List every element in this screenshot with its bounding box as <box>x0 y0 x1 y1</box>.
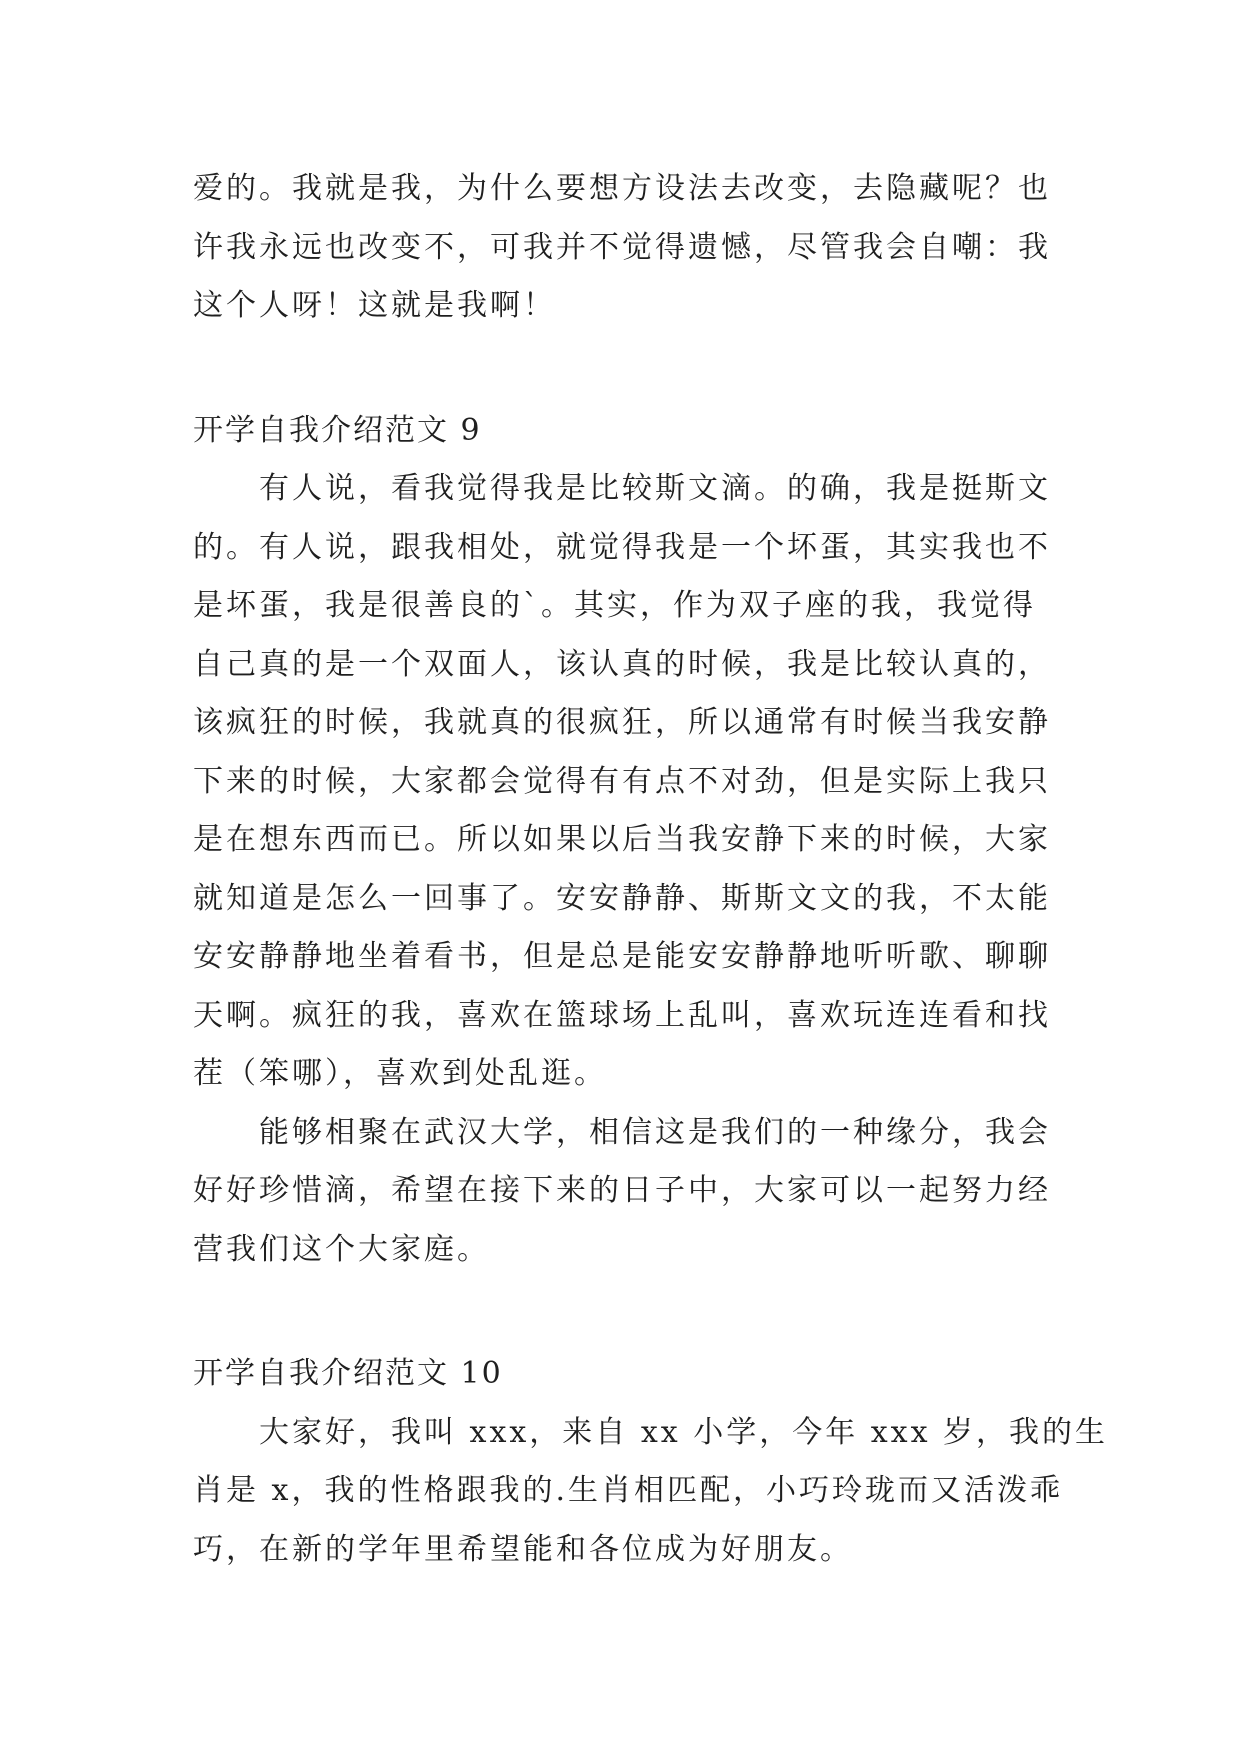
text-line: 就知道是怎么一回事了。安安静静、斯斯文文的我，不太能 <box>193 880 1051 916</box>
text-line: 是坏蛋，我是很善良的`。其实，作为双子座的我，我觉得 <box>193 588 1036 623</box>
text-line: 大家好，我叫 xxx，来自 xx 小学，今年 xxx 岁，我的生 <box>259 1414 1109 1450</box>
text-line: 是在想东西而已。所以如果以后当我安静下来的时候，大家 <box>193 822 1051 857</box>
text-line: 肖是 x，我的性格跟我的.生肖相匹配，小巧玲珑而又活泼乖 <box>193 1473 1063 1508</box>
paragraph-intro-continuation <box>193 160 1055 336</box>
spacer <box>193 1279 1055 1345</box>
text-line: 爱的。我就是我，为什么要想方设法去改变，去隐藏呢？也 <box>193 171 1051 206</box>
text-line: 能够相聚在武汉大学，相信这是我们的一种缘分，我会 <box>259 1114 1051 1150</box>
text-line: 营我们这个大家庭。 <box>193 1231 490 1267</box>
text-line: 这个人呀！这就是我啊！ <box>193 288 556 323</box>
section-9-title: 开学自我介绍范文 9 <box>193 412 482 448</box>
text-line: 茬（笨哪），喜欢到处乱逛。 <box>193 1056 607 1091</box>
text-line: 安安静静地坐着看书，但是总是能安安静静地听听歌、聊聊 <box>193 939 1051 974</box>
spacer <box>193 336 1055 402</box>
text-line: 有人说，看我觉得我是比较斯文滴。的确，我是挺斯文 <box>259 471 1051 506</box>
text-line: 自己真的是一个双面人，该认真的时候，我是比较认真的， <box>193 646 1051 682</box>
section-9-paragraph-1 <box>193 460 1055 1104</box>
section-10-paragraph-1 <box>193 1404 1109 1580</box>
text-line: 巧，在新的学年里希望能和各位成为好朋友。 <box>193 1531 853 1567</box>
text-line: 下来的时候，大家都会觉得有有点不对劲，但是实际上我只 <box>193 763 1051 799</box>
text-line: 好好珍惜滴，希望在接下来的日子中，大家可以一起努力经 <box>193 1173 1051 1208</box>
section-9-paragraph-2 <box>193 1104 1055 1280</box>
text-line: 许我永远也改变不，可我并不觉得遗憾，尽管我会自嘲：我 <box>193 229 1051 265</box>
text-line: 天啊。疯狂的我，喜欢在篮球场上乱叫，喜欢玩连连看和找 <box>193 997 1051 1033</box>
text-line: 的。有人说，跟我相处，就觉得我是一个坏蛋，其实我也不 <box>193 529 1051 565</box>
text-line: 该疯狂的时候，我就真的很疯狂，所以通常有时候当我安静 <box>193 705 1051 740</box>
section-10-title: 开学自我介绍范文 10 <box>193 1356 503 1391</box>
document-body <box>193 160 1109 1579</box>
